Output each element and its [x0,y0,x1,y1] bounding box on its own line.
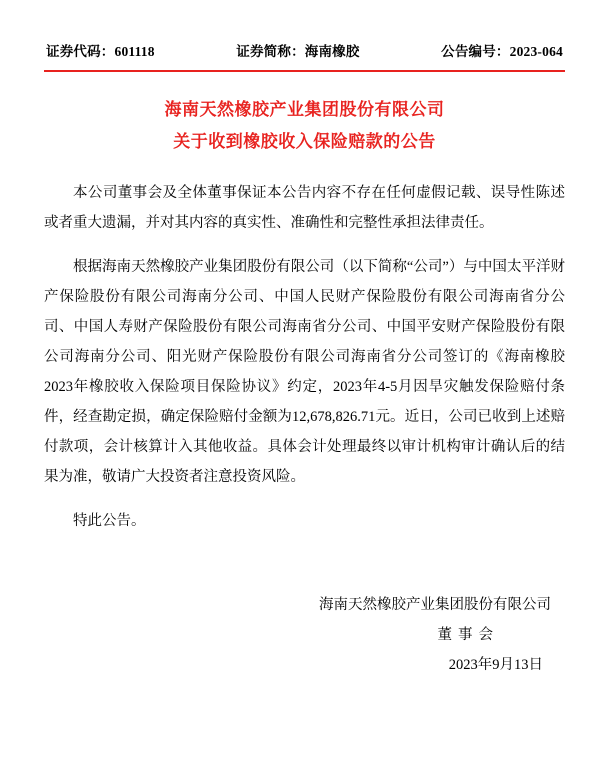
page-title [44,94,565,158]
signature-board: 董事会 [437,627,499,643]
signature-date: 2023年9月13日 [448,657,543,673]
announcement-number-value: 2023-064 [509,44,563,59]
title-subject-line: 关于收到橡胶收入保险赔款的公告 [173,132,436,151]
signature-company: 海南天然橡胶产业集团股份有限公司 [319,597,551,613]
title-company-line: 海南天然橡胶产业集团股份有限公司 [164,100,445,119]
announcement-number [441,40,563,60]
security-abbreviation-value: 海南橡胶 [304,44,360,59]
security-code [46,40,155,60]
signature-block [44,590,565,680]
document-body [44,178,565,536]
closing-paragraph: 特此公告。 [73,513,146,529]
announcement-number-label: 公告编号： [441,44,510,59]
responsibility-statement: 本公司董事会及全体董事保证本公告内容不存在任何虚假记载、误导性陈述或者重大遗漏，并对其内容的真实性、准确性和完整性承担法律责任。 [44,185,565,231]
security-abbreviation [236,40,359,60]
main-paragraph: 根据海南天然橡胶产业集团股份有限公司（以下简称“公司”）与中国太平洋财产保险股份有限公司海南分公司、中国人民财产保险股份有限公司海南省分公司、中国人寿财产保险股份有限公司海南省分公司、中国平安财产保险股份有限公司海南分公司、阳光财产保险股份有限公司海南省分公司签订的《海南橡胶2023年橡胶收入保险项目保险协议》约定，2023年4-5月因旱灾触发保险赔付条件，经查勘定损，确定保险赔付金额为12,678,826.71元。近日，公司已收到上述赔付款项，会计核算计入其他收益。具体会计处理最终以审计机构审计确认后的结果为准，敬请广大投资者注意投资风险。 [44,259,565,485]
security-abbreviation-label: 证券简称： [236,44,305,59]
document-header [44,40,565,60]
security-code-value: 601118 [114,44,155,59]
security-code-label: 证券代码： [46,44,115,59]
header-divider [44,70,565,72]
